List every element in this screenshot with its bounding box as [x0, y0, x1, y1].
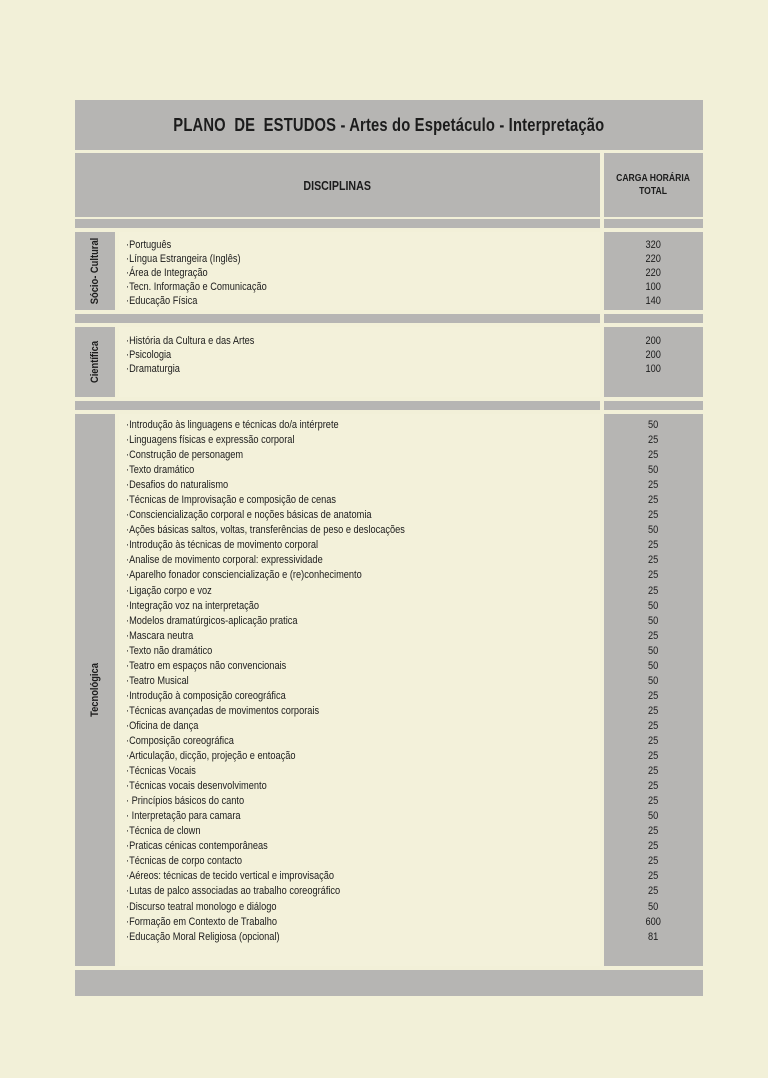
hours-value: 25	[648, 734, 659, 747]
hours-value: 220	[645, 253, 662, 265]
hours-row	[647, 508, 659, 523]
section-spacer	[75, 401, 703, 410]
hours-value: 25	[648, 629, 659, 642]
category-cell	[75, 414, 115, 966]
hours-row	[647, 719, 659, 734]
hours-row	[644, 362, 662, 376]
hours-value: 25	[648, 870, 659, 883]
hours-value: 200	[645, 335, 662, 347]
category-cell	[75, 327, 115, 397]
hours-row	[647, 644, 659, 659]
spacer-right-cell	[604, 314, 703, 323]
disciplines-cell	[119, 232, 600, 310]
spacer-right-cell	[604, 401, 703, 410]
discipline-row	[126, 674, 600, 689]
category-label: Tecnológica	[89, 663, 101, 717]
hours-row	[647, 493, 659, 508]
hours-value: 50	[648, 810, 659, 823]
discipline-row	[126, 523, 600, 538]
discipline-row	[126, 779, 600, 794]
discipline-row	[126, 418, 600, 433]
hours-value: 220	[645, 267, 662, 279]
hours-value: 25	[648, 750, 659, 763]
discipline-label: ·Técnicas de corpo contacto	[126, 855, 243, 868]
hours-value: 25	[648, 509, 659, 522]
hours-row	[647, 523, 659, 538]
discipline-label: ·Língua Estrangeira (Inglês)	[126, 253, 241, 265]
hours-row	[644, 348, 662, 362]
discipline-row	[126, 508, 600, 523]
hours-row	[647, 418, 659, 433]
discipline-label: ·Lutas de palco associadas ao trabalho coreográfico	[126, 885, 341, 898]
discipline-label: ·Ligação corpo e voz	[126, 584, 212, 597]
discipline-label: ·Modelos dramatúrgicos-aplicação pratica	[126, 614, 298, 627]
discipline-label: ·Composição coreográfica	[126, 734, 234, 747]
discipline-row	[126, 629, 600, 644]
discipline-row	[126, 294, 600, 308]
discipline-label: ·Português	[126, 239, 172, 251]
discipline-row	[126, 599, 600, 614]
discipline-row	[126, 659, 600, 674]
discipline-label: ·Área de Integração	[126, 267, 208, 279]
hours-value: 25	[648, 855, 659, 868]
hours-value: 140	[645, 295, 662, 307]
hours-cell	[604, 414, 703, 966]
discipline-label: ·Mascara neutra	[126, 629, 194, 642]
hours-row	[647, 749, 659, 764]
hours-row	[644, 334, 662, 348]
discipline-label: ·História da Cultura e das Artes	[126, 335, 255, 347]
discipline-label: ·Educação Moral Religiosa (opcional)	[126, 930, 280, 943]
hours-row	[647, 448, 659, 463]
discipline-row	[126, 448, 600, 463]
discipline-row	[126, 824, 600, 839]
hours-row	[647, 839, 659, 854]
hours-row	[647, 629, 659, 644]
hours-value: 25	[648, 434, 659, 447]
hours-value: 600	[645, 915, 662, 928]
discipline-label: ·Texto dramático	[126, 464, 195, 477]
hours-column-header	[604, 153, 703, 217]
hours-row	[647, 824, 659, 839]
hours-cell	[604, 327, 703, 397]
hours-row	[647, 900, 659, 915]
category-cell	[75, 232, 115, 310]
section-1	[75, 327, 703, 397]
hours-row	[647, 854, 659, 869]
disciplines-cell	[119, 414, 600, 966]
discipline-row	[126, 553, 600, 568]
discipline-row	[126, 644, 600, 659]
discipline-label: ·Introdução à composição coreográfica	[126, 689, 286, 702]
discipline-label: ·Tecn. Informação e Comunicação	[126, 281, 267, 293]
hours-row	[644, 238, 662, 252]
discipline-label: ·Praticas cénicas contemporâneas	[126, 840, 268, 853]
hours-row	[647, 614, 659, 629]
hours-value: 50	[648, 674, 659, 687]
spacer-left-cell	[75, 314, 600, 323]
hours-row	[647, 689, 659, 704]
discipline-label: ·Teatro em espaços não convencionais	[126, 659, 287, 672]
hours-value: 100	[645, 281, 662, 293]
section-spacer	[75, 314, 703, 323]
hours-value: 25	[648, 765, 659, 778]
discipline-label: ·Linguagens físicas e expressão corporal	[126, 434, 295, 447]
hours-value: 25	[648, 840, 659, 853]
hours-row	[647, 809, 659, 824]
discipline-row	[126, 734, 600, 749]
page-title: PLANO DE ESTUDOS - Artes do Espetáculo - Interpretação	[173, 114, 605, 135]
table-title-bar	[75, 100, 703, 150]
discipline-row	[126, 749, 600, 764]
discipline-row	[126, 538, 600, 553]
discipline-row	[126, 238, 600, 252]
sections	[75, 219, 703, 966]
discipline-label: · Princípios básicos do canto	[126, 795, 245, 808]
table-header-row	[75, 153, 703, 217]
disciplines-header-label: DISCIPLINAS	[303, 177, 372, 193]
hours-value: 25	[648, 539, 659, 552]
section-0	[75, 232, 703, 310]
hours-value: 100	[645, 363, 662, 375]
discipline-label: ·Desafios do naturalismo	[126, 479, 229, 492]
hours-row	[644, 915, 662, 930]
hours-value: 25	[648, 494, 659, 507]
discipline-row	[126, 568, 600, 583]
discipline-label: ·Aéreos: técnicas de tecido vertical e improvisação	[126, 870, 335, 883]
hours-value: 200	[645, 349, 662, 361]
hours-value: 25	[648, 479, 659, 492]
discipline-label: ·Psicologia	[126, 349, 172, 361]
discipline-row	[126, 704, 600, 719]
hours-row	[647, 584, 659, 599]
hours-row	[647, 794, 659, 809]
hours-value: 50	[648, 900, 659, 913]
hours-value: 50	[648, 659, 659, 672]
hours-row	[647, 659, 659, 674]
discipline-row	[126, 915, 600, 930]
discipline-row	[126, 433, 600, 448]
hours-value: 50	[648, 524, 659, 537]
hours-value: 25	[648, 704, 659, 717]
discipline-label: ·Ações básicas saltos, voltas, transferências de peso e deslocações	[126, 524, 405, 537]
hours-row	[644, 266, 662, 280]
disciplines-column-header	[75, 153, 600, 217]
discipline-row	[126, 280, 600, 294]
hours-value: 25	[648, 569, 659, 582]
hours-value: 25	[648, 885, 659, 898]
hours-row	[647, 568, 659, 583]
hours-row	[644, 294, 662, 308]
discipline-label: ·Oficina de dança	[126, 719, 199, 732]
discipline-label: ·Introdução às linguagens e técnicas do/a intérprete	[126, 419, 339, 431]
category-label: Sócio- Cultural	[89, 237, 101, 305]
hours-row	[647, 869, 659, 884]
category-label: Científica	[89, 340, 101, 384]
hours-value: 50	[648, 614, 659, 627]
discipline-label: ·Formação em Contexto de Trabalho	[126, 915, 278, 928]
hours-value: 50	[648, 644, 659, 657]
discipline-row	[126, 584, 600, 599]
discipline-label: ·Construção de personagem	[126, 449, 244, 462]
section-2	[75, 414, 703, 966]
discipline-label: ·Técnicas avançadas de movimentos corporais	[126, 704, 320, 717]
hours-value: 320	[645, 239, 662, 251]
hours-row	[647, 599, 659, 614]
hours-value: 25	[648, 795, 659, 808]
hours-row	[647, 779, 659, 794]
hours-value: 25	[648, 689, 659, 702]
discipline-row	[126, 900, 600, 915]
discipline-row	[126, 266, 600, 280]
discipline-label: · Interpretação para camara	[126, 810, 241, 823]
hours-row	[644, 280, 662, 294]
discipline-row	[126, 930, 600, 945]
hours-row	[647, 463, 659, 478]
hours-value: 50	[648, 464, 659, 477]
discipline-label: ·Integração voz na interpretação	[126, 599, 260, 612]
hours-value: 25	[648, 825, 659, 838]
discipline-row	[126, 884, 600, 899]
discipline-label: ·Articulação, dicção, projeção e entoação	[126, 750, 296, 763]
spacer-left-cell	[75, 219, 600, 228]
discipline-label: ·Técnicas Vocais	[126, 765, 196, 778]
hours-header-line2: TOTAL	[639, 185, 668, 197]
discipline-label: ·Técnicas de Improvisação e composição de cenas	[126, 494, 337, 507]
hours-header-line1: CARGA HORÁRIA	[616, 172, 691, 184]
discipline-label: ·Técnica de clown	[126, 825, 201, 838]
hours-row	[647, 674, 659, 689]
discipline-label: ·Educação Física	[126, 295, 198, 307]
discipline-row	[126, 493, 600, 508]
hours-value: 50	[648, 599, 659, 612]
hours-value: 25	[648, 449, 659, 462]
discipline-row	[126, 794, 600, 809]
hours-value: 50	[648, 419, 659, 431]
discipline-label: ·Analise de movimento corporal: expressividade	[126, 554, 323, 567]
discipline-label: ·Teatro Musical	[126, 674, 189, 687]
discipline-row	[126, 362, 600, 376]
discipline-label: ·Introdução às técnicas de movimento corporal	[126, 539, 319, 552]
hours-row	[647, 734, 659, 749]
hours-cell	[604, 232, 703, 310]
discipline-row	[126, 614, 600, 629]
discipline-row	[126, 334, 600, 348]
discipline-row	[126, 689, 600, 704]
discipline-label: ·Texto não dramático	[126, 644, 213, 657]
discipline-row	[126, 809, 600, 824]
discipline-row	[126, 463, 600, 478]
hours-row	[647, 433, 659, 448]
discipline-row	[126, 839, 600, 854]
hours-row	[644, 252, 662, 266]
hours-value: 25	[648, 780, 659, 793]
spacer-left-cell	[75, 401, 600, 410]
hours-value: 25	[648, 719, 659, 732]
section-spacer	[75, 219, 703, 228]
hours-value: 81	[648, 930, 659, 943]
hours-row	[647, 704, 659, 719]
discipline-label: ·Consciencialização corporal e noções básicas de anatomia	[126, 509, 372, 522]
discipline-label: ·Aparelho fonador consciencialização e (re)conhecimento	[126, 569, 362, 582]
discipline-row	[126, 764, 600, 779]
study-plan-table	[75, 100, 703, 996]
discipline-label: ·Dramaturgia	[126, 363, 180, 375]
disciplines-cell	[119, 327, 600, 397]
discipline-row	[126, 252, 600, 266]
discipline-row	[126, 348, 600, 362]
hours-row	[647, 553, 659, 568]
discipline-label: ·Técnicas vocais desenvolvimento	[126, 780, 267, 793]
hours-row	[647, 930, 659, 945]
discipline-row	[126, 854, 600, 869]
discipline-label: ·Discurso teatral monologo e diálogo	[126, 900, 277, 913]
hours-row	[647, 764, 659, 779]
spacer-right-cell	[604, 219, 703, 228]
table-footer-bar	[75, 970, 703, 996]
discipline-row	[126, 478, 600, 493]
discipline-row	[126, 869, 600, 884]
hours-row	[647, 478, 659, 493]
hours-value: 25	[648, 584, 659, 597]
hours-row	[647, 538, 659, 553]
hours-value: 25	[648, 554, 659, 567]
discipline-row	[126, 719, 600, 734]
hours-row	[647, 884, 659, 899]
